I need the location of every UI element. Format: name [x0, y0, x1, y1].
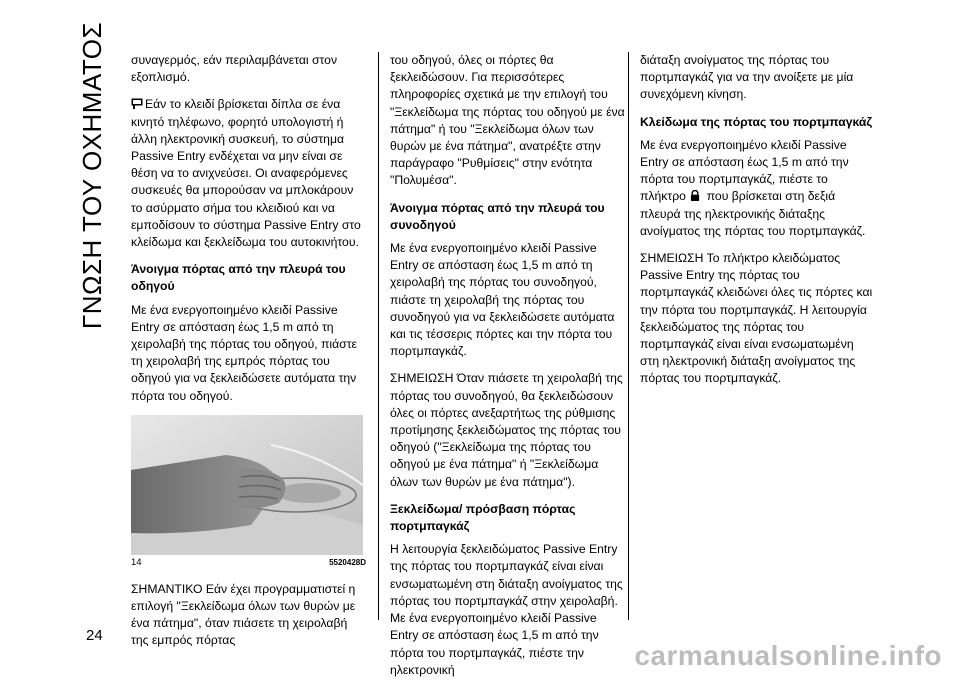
text-column-3: [640, 52, 875, 398]
key-fob-icon: [131, 98, 143, 109]
paragraph-text: Εάν το κλειδί βρίσκεται δίπλα σε ένα κινητό τηλέφωνο, φορητό υπολογιστή ή άλλη ηλεκτρονική συσκευή, το σύστημα Passive Entry ενδέχεται να μην είναι σε θέση να το ανιχνεύσει. Οι αναφερόμενες συσκευές θα μπορούσαν να μπλοκάρουν το ασύρματο σήμα του κλειδιού και να εμποδίσουν το σύστημα Passive Entry στο κλείδωμα και ξεκλείδωμα του αυτοκινήτου.: [131, 97, 361, 250]
door-handle-illustration: [131, 415, 363, 555]
figure-code: 5520428D: [329, 557, 366, 567]
paragraph: του οδηγού, όλες οι πόρτες θα ξεκλειδώσουν. Για περισσότερες πληροφορίες σχετικά με την επιλογή του "Ξεκλείδωμα της πόρτας του οδηγού με ένα πάτημα" ή του "Ξεκλείδωμα όλων των θυρών με ένα πάτημα", ανατρέξτε στην παράγραφο "Ρυθμίσεις" στην ενότητα "Πολυμέσα".: [390, 53, 625, 188]
chapter-title-text: ΓΝΩΣΗ ΤΟΥ ΟΧΗΜΑΤΟΣ: [77, 21, 108, 329]
paragraph-with-icon: [131, 96, 366, 251]
door-handle-figure: [131, 415, 363, 555]
page-number: 24: [86, 627, 103, 644]
section-heading: Άνοιγμα πόρτας από την πλευρά του οδηγού: [131, 262, 346, 294]
figure-caption: [131, 557, 366, 569]
paragraph: Με ένα ενεργοποιημένο κλειδί Passive Entry σε απόσταση έως 1,5 m από τη χειρολαβή της πόρτας του συνοδηγού, πιάστε τη χειρολαβή της πόρτας του συνοδηγού για να ξεκλειδώσετε αυτόματα και τις τέσσερις πόρτες και την πόρτα του πορτμπαγκάζ.: [390, 241, 615, 359]
column-divider-1: [378, 52, 379, 620]
figure-number: 14: [131, 556, 142, 568]
column-divider-2: [628, 52, 629, 620]
paragraph-with-icon: [640, 137, 875, 240]
section-heading: Ξεκλείδωμα/ πρόσβαση πόρτας πορτμπαγκάζ: [390, 501, 576, 534]
watermark: carmanualsonline.info: [634, 640, 942, 671]
paragraph: συναγερμός, εάν περιλαμβάνεται στον εξοπλισμό.: [131, 53, 338, 85]
paragraph: ΣΗΜΕΙΩΣΗ Το πλήκτρο κλειδώματος Passive Entry της πόρτας του πορτμπαγκάζ κλειδώνει όλες τις πόρτες και την πόρτα του πορτμπαγκάζ. Η λειτουργία ξεκλειδώματος της πόρτας του πορτμπαγκάζ είναι είναι ενσωματωμένη στη ηλεκτρονική διάταξη ανοίγματος της πόρτας του πορτμπαγκάζ.: [640, 251, 873, 386]
paragraph-text-end: που βρίσκεται στη δεξιά πλευρά της ηλεκτρονικής διάταξης ανοίγματος της πόρτας του πορτμπαγκάζ.: [640, 189, 866, 238]
paragraph: Με ένα ενεργοποιημένο κλειδί Passive Entry σε απόσταση έως 1,5 m από τη χειρολαβή της πόρτας του οδηγού, πιάστε τη χειρολαβή της εμπρός πόρτας του οδηγού για να ξεκλειδώσετε αυτόματα την πόρτα του οδηγού.: [131, 302, 357, 403]
paragraph: Η λειτουργία ξεκλειδώματος Passive Entry της πόρτας του πορτμπαγκάζ είναι είναι ενσωματωμένη στη διάταξη ανοίγματος της πόρτας του πορτμπαγκάζ στην χειρολαβή. Με ένα ενεργοποιημένο κλειδί Passive Entry σε απόσταση έως 1,5 m από την πόρτα του πορτμπαγκάζ, πιέστε την ηλεκτρονική: [390, 542, 623, 677]
text-column-2: [390, 52, 625, 689]
section-heading: Άνοιγμα πόρτας από την πλευρά του συνοδηγού: [390, 200, 605, 232]
paragraph: ΣΗΜΕΙΩΣΗ Όταν πιάσετε τη χειρολαβή της πόρτας του συνοδηγού, θα ξεκλειδώσουν όλες οι πόρτες ανεξαρτήτως της ρύθμισης προτίμησης ξεκλειδώματος της πόρτας του οδηγού ("Ξεκλείδωμα της πόρτας του οδηγού με ένα πάτημα" ή "Ξεκλείδωμα όλων των θυρών με ένα πάτημα").: [390, 371, 623, 489]
paragraph: ΣΗΜΑΝΤΙΚΟ Εάν έχει προγραμματιστεί η επιλογή "Ξεκλείδωμα όλων των θυρών με ένα πάτημα", όταν πιάσετε τη χειρολαβή της εμπρός πόρτας: [131, 581, 356, 648]
text-column-1: [131, 52, 366, 660]
section-heading: Κλείδωμα της πόρτας του πορτμπαγκάζ: [640, 114, 872, 129]
paragraph-text-start: Με ένα ενεργοποιημένο κλειδί Passive Entry σε απόσταση έως 1,5 m από την πόρτα του πορτμπαγκάζ, πιέστε το πλήκτρο: [640, 137, 849, 204]
chapter-title: [73, 21, 113, 329]
paragraph: διάταξη ανοίγματος της πόρτας του πορτμπαγκάζ για να την ανοίξετε με μία συνεχόμενη κίνηση.: [640, 53, 854, 102]
lock-icon: [689, 190, 701, 201]
